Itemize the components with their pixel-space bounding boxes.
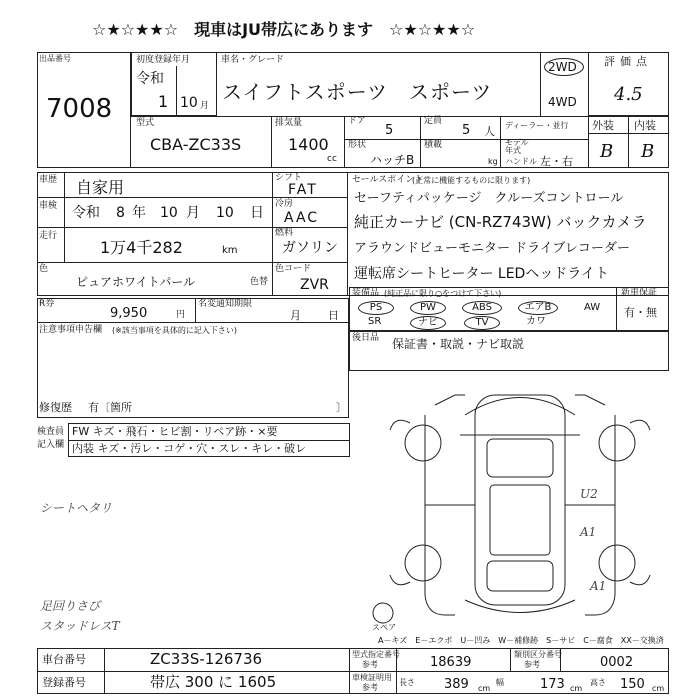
color-change-label: 色替 [250,277,269,287]
ac: AAC [284,210,320,226]
shift-label: シフト [275,173,303,183]
handwritten-note-2: 足回りさび [40,599,101,613]
handle-label: ハンドル [505,157,537,166]
category-sub: 参考 [524,660,540,669]
mileage-unit: km [222,245,238,256]
selling-point-1: セーフティパッケージ クルーズコントロール [354,191,624,206]
selling-point-2: 純正カーナビ (CN-RZ743W) バックカメラ [354,213,647,231]
width-label: 幅 [496,678,504,687]
ac-label: 冷房 [275,199,294,209]
selling-points-label: セールスポイント [352,175,424,185]
tax-notice-month: 月 [290,309,301,322]
mileage: 1万4千282 [100,238,183,257]
length-label: 長さ [399,678,415,687]
color-code-label: 色コード [275,264,312,274]
designation-sub: 参考 [362,660,378,669]
displacement-unit: cc [327,154,337,164]
spare-label: スペア [372,623,396,632]
model-year-label-2: 年式 [505,146,521,155]
recycle-label: R券 [39,299,55,309]
equip-pw: PW [410,301,446,315]
fuel-label: 燃料 [275,228,294,238]
handwritten-note-1: シートヘタリ [40,501,113,515]
notes-label: 注意事項申告欄 [39,325,103,335]
damage-legend: A－キズ E－エクボ U－凹み W－補修跡 S－サビ C－腐食 XX－交換済 [378,636,664,645]
model-year-label-1: モデル [505,138,529,147]
inspection-year: 8 [116,205,125,221]
plate-label: 登録番号 [42,676,86,689]
width-value: 173 [540,677,565,692]
capacity-label: 定員 [424,116,443,126]
first-reg-year: 1 [158,92,169,111]
ext-grade: B [600,141,614,162]
equip-abs: ABS [462,301,502,315]
selling-point-4: 運転席シートヒーター LEDヘッドライト [354,266,609,282]
inspector-label-1: 検査員 [37,427,65,437]
color-code: ZVR [300,277,329,293]
repair-close: 〕 [336,401,347,414]
notes-sub: (※該当事項を具体的に記入下さい) [112,326,237,335]
equipment-label: 装備品 [352,288,380,298]
new-car-value: 有・無 [624,306,657,319]
first-reg-month-unit: 月 [200,101,210,111]
handwritten-note-3: スタッドレスT [40,619,120,633]
first-reg-month: 10 [180,95,198,111]
recycle-value: 9,950 [110,306,148,321]
rating-value: 4.5 [614,84,643,105]
accessories-label: 後日品 [352,333,380,343]
inspector-row-2: 内装 キズ・汚レ・コゲ・穴・スレ・キレ・破レ [72,442,307,455]
inspector-row-1: FW キズ・飛石・ヒビ割・リペア跡・×要 [72,425,278,438]
selling-point-3: アラウンドビューモニター ドライブレコーダー [354,241,630,256]
int-grade: B [641,141,655,162]
displacement: 1400 [288,135,329,154]
history-label: 車歴 [39,175,58,185]
equip-sr: SR [368,316,382,327]
doors-label: ドア [348,116,366,126]
height-label: 高さ [590,678,606,687]
shift: FAT [288,182,318,198]
equip-aw: AW [584,302,601,313]
equip-airbag: エアB [518,301,558,315]
dealer-label: ディーラー・並行 [505,121,569,130]
tax-notice-day: 日 [328,309,339,322]
lot-number: 7008 [46,94,113,124]
designation-label: 型式指定番号 [352,650,400,659]
dimensions-sub: 参考 [362,683,378,692]
car-damage-diagram [365,375,669,637]
car-name-label: 車名・グレード [221,55,285,65]
int-label: 内装 [634,119,656,132]
first-reg-label: 初度登録年月 [136,55,191,65]
repair-value: 有〔箇所 [88,401,132,414]
repair-label: 修復歴 [39,401,72,414]
designation-number: 18639 [430,655,472,670]
height-value: 150 [620,677,645,692]
recycle-unit: 円 [176,310,186,320]
height-unit: cm [652,684,665,693]
capacity: 5 [462,123,471,138]
inspection-label: 車検 [39,201,58,211]
equip-navi: ナビ [410,316,446,330]
fuel: ガソリン [282,240,338,256]
category-label: 類別区分番号 [514,650,562,659]
capacity-unit: 人 [484,125,495,138]
lot-label: 出品番号 [39,54,71,63]
chassis-label: 車台番号 [42,653,86,666]
car-name: スイフトスポーツ スポーツ [222,80,493,104]
first-reg-era: 令和 [136,71,164,87]
equip-tv: TV [464,316,500,330]
inspection-day: 10 [216,205,234,221]
banner: ☆★☆★★☆ 現車はJU帯広にあります ☆★☆★★☆ [92,20,476,39]
inspector-label-2: 記入欄 [37,440,65,450]
color: ピュアホワイトパール [76,275,196,289]
inspection-month: 10 [160,205,178,221]
color-label: 色 [39,264,49,274]
notes-section [37,298,349,418]
width-unit: cm [570,684,583,693]
shape: ハッチB [370,153,415,167]
inspection-month-unit: 月 [186,205,200,221]
chassis-number: ZC33S-126736 [150,650,263,668]
displacement-label: 排気量 [275,118,303,128]
ext-label: 外装 [592,119,614,132]
handle: 左・右 [540,155,573,168]
load-label: 積載 [424,140,443,150]
selling-points-note: (正常に機能するものに限ります) [412,176,531,185]
length-unit: cm [478,684,491,693]
mark-a1: A1 [580,525,597,539]
mileage-label: 走行 [39,231,58,241]
category-number: 0002 [600,655,634,670]
equip-ps: PS [358,301,394,315]
mark-a1-b: A1 [590,579,607,593]
model-code-label: 型式 [136,118,155,128]
equip-leather: カワ [526,316,546,327]
load-unit: kg [488,157,498,166]
drive-2wd: 2WD [548,60,577,74]
accessories: 保証書・取説・ナビ取説 [392,337,525,351]
shape-label: 形状 [348,140,367,150]
length-value: 389 [444,677,469,692]
equipment-note: (純正品に限り○をつけて下さい) [384,289,502,298]
tax-notice-label: 名変通知期限 [198,299,253,309]
model-code: CBA-ZC33S [150,135,242,154]
doors: 5 [385,123,394,138]
mark-u2: U2 [580,487,598,501]
inspection-era: 令和 [72,205,100,221]
history: 自家用 [76,178,125,197]
plate-number: 帯広 300 に 1605 [150,673,277,691]
drive-4wd: 4WD [548,95,577,109]
rating-label: 評価点 [604,55,652,68]
inspection-year-unit: 年 [132,205,146,221]
inspection-day-unit: 日 [250,205,264,221]
dimensions-label: 車検証明用 [352,673,392,682]
new-car-label: 新車保証 [621,288,658,298]
